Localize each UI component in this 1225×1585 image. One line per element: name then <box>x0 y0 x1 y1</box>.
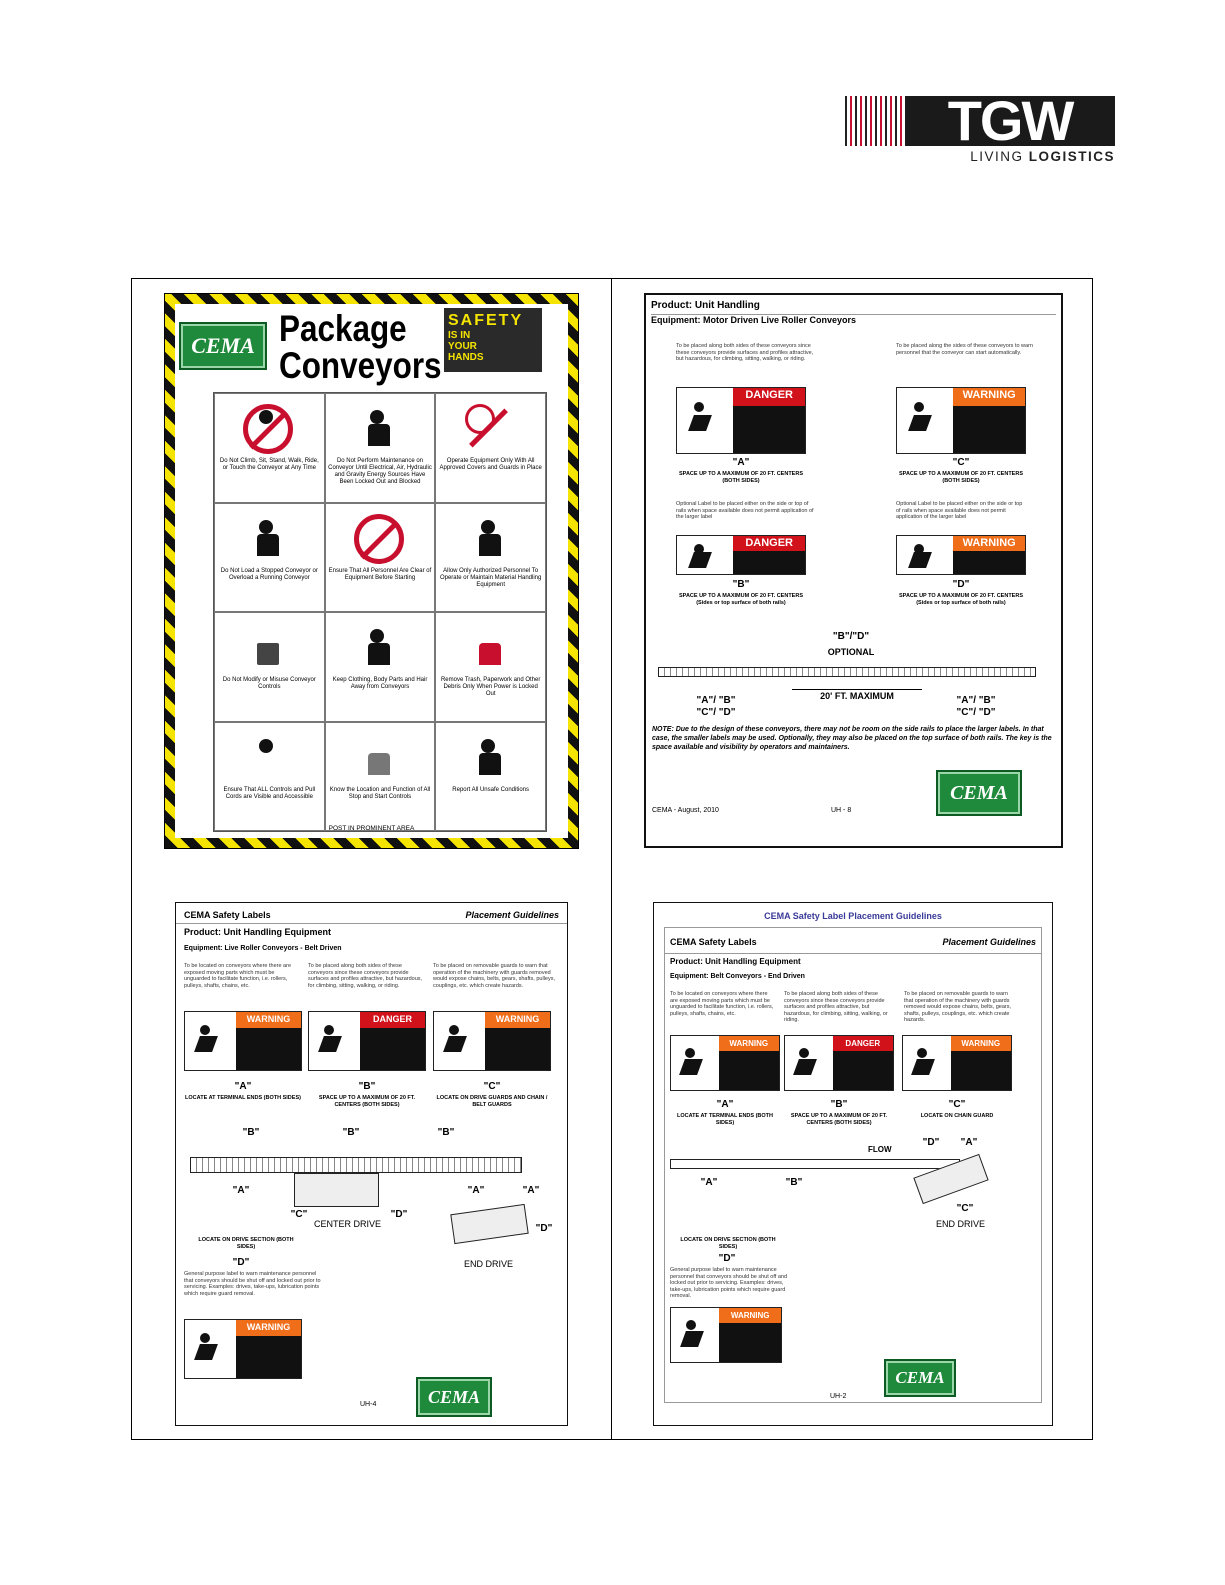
label-d: "D" <box>232 1257 250 1268</box>
optional-text-right: Optional Label to be placed either on the side or top of rails when space available does not permit application of the larger label <box>896 501 1023 520</box>
label-bd: "B"/"D" <box>832 631 870 642</box>
rule-cell: Do Not Perform Maintenance on Conveyor Until Electrical, Air, Hydraulic and Gravity Energy Sources Have Been Locked Out and Blocked <box>325 393 436 503</box>
doc-motor-driven-live-roller <box>644 293 1063 848</box>
poster-footer: POST IN PROMINENT AREA <box>328 825 415 832</box>
conveyor-diagram <box>190 1157 522 1173</box>
doc-product: Product: Unit Handling <box>651 300 1056 315</box>
label-c: "C" <box>952 457 970 468</box>
rule-cell: Allow Only Authorized Personnel To Operate or Maintain Material Handling Equipment <box>435 503 546 613</box>
doc-title-right: Placement Guidelines <box>465 910 559 920</box>
warning-label-c: WARNING <box>433 1011 551 1071</box>
span-arrow <box>792 689 922 690</box>
warning-label-c: WARNING <box>902 1035 1012 1091</box>
doc-product: Product: Unit Handling Equipment <box>670 957 801 966</box>
diagram-label-c: "C" <box>290 1209 308 1220</box>
warning-label-large: WARNING <box>896 387 1026 454</box>
doc-equipment: Equipment: Motor Driven Live Roller Conveyors <box>651 315 857 325</box>
caption-c: LOCATE ON CHAIN GUARD <box>920 1113 994 1119</box>
center-drive-unit <box>294 1173 379 1207</box>
label-ab-right: "A"/ "B" <box>956 695 996 706</box>
doc-footer-page: UH - 8 <box>831 807 852 814</box>
rule-cell: Remove Trash, Paperwork and Other Debris Only When Power is Locked Out <box>435 612 546 722</box>
danger-label-b: DANGER <box>308 1011 426 1071</box>
label-d: "D" <box>952 579 970 590</box>
doc-footer-date: CEMA - August, 2010 <box>652 807 719 814</box>
rule-cell: Do Not Modify or Misuse Conveyor Controls <box>214 612 325 722</box>
label-a: "A" <box>732 457 750 468</box>
rule-cell: Keep Clothing, Body Parts and Hair Away from Conveyors <box>325 612 436 722</box>
rule-cell: Do Not Load a Stopped Conveyor or Overload a Running Conveyor <box>214 503 325 613</box>
doc-equipment: Equipment: Belt Conveyors - End Driven <box>670 973 805 980</box>
label-b: "B" <box>358 1081 376 1092</box>
warning-label-d: WARNING <box>670 1307 782 1363</box>
danger-label-small: DANGER <box>676 535 806 575</box>
caption-c: SPACE UP TO A MAXIMUM OF 20 FT. CENTERS (BOTH SIDES) <box>899 471 1023 484</box>
warning-label-d: WARNING <box>184 1319 302 1379</box>
diagram-label-d1: "D" <box>922 1137 940 1148</box>
center-drive-label: CENTER DRIVE <box>314 1219 382 1229</box>
rule-cell: Report All Unsafe Conditions <box>435 722 546 832</box>
label-b: "B" <box>830 1099 848 1110</box>
cema-logo: CEMA <box>416 1377 492 1417</box>
package-conveyors-poster <box>164 293 579 849</box>
table-divider <box>611 278 612 1440</box>
label-a: "A" <box>234 1081 252 1092</box>
doc-header: CEMA Safety Label Placement Guidelines <box>764 911 942 921</box>
warning-label-a: WARNING <box>670 1035 780 1091</box>
safety-badge: SAFETY IS IN YOUR HANDS <box>444 308 542 372</box>
poster-title: Package Conveyors <box>279 308 442 386</box>
logo-brand: TGW <box>905 96 1115 146</box>
label-cd-right: "C"/ "D" <box>956 707 996 718</box>
doc-text-3: To be placed on removable guards to warn that operation of the machinery with guards removed would expose chains, belts, gears, shafts, pulleys, couplings, etc. which create hazards. <box>433 963 555 989</box>
label-ab-left: "A"/ "B" <box>696 695 736 706</box>
diagram-label-a3: "A" <box>522 1185 540 1196</box>
diagram-label-a1: "A" <box>232 1185 250 1196</box>
diagram-label-b2: "B" <box>342 1127 360 1138</box>
diagram-label-a1: "A" <box>960 1137 978 1148</box>
caption-b: SPACE UP TO A MAXIMUM OF 20 FT. CENTERS (BOTH SIDES) <box>790 1113 888 1126</box>
warning-label-a: WARNING <box>184 1011 302 1071</box>
note-text: NOTE: Due to the design of these conveyors, there may not be room on the side rails to place the larger labels. In that case, the smaller labels may be used. Optionally, they may also be placed on the top surface of both rails. The key is the space available and visibility by operators and maintainers. <box>652 726 1052 751</box>
doc-live-roller-belt-driven <box>175 902 568 1426</box>
rule-cell: Operate Equipment Only With All Approved Covers and Guards in Place <box>435 393 546 503</box>
end-drive-label: END DRIVE <box>464 1259 514 1269</box>
caption-d: LOCATE ON DRIVE SECTION (BOTH SIDES) <box>198 1237 294 1250</box>
safety-rules-grid <box>213 392 547 832</box>
warning-label-small: WARNING <box>896 535 1026 575</box>
logo-tagline: LIVING LOGISTICS <box>970 149 1115 164</box>
doc-title-right: Placement Guidelines <box>942 937 1036 947</box>
rule <box>176 923 567 924</box>
caption-b: SPACE UP TO A MAXIMUM OF 20 FT. CENTERS (BOTH SIDES) <box>318 1095 416 1108</box>
belt-conveyor-diagram <box>670 1159 960 1169</box>
label-c: "C" <box>483 1081 501 1092</box>
label-optional: OPTIONAL <box>827 647 875 657</box>
doc-text-3: To be placed on removable guards to warn that operation of the machinery with guards removed would expose chains, belts, gears, shafts, pulleys, couplings, etc. which create hazards. <box>904 991 1012 1023</box>
optional-text-left: Optional Label to be placed either on the side or top of rails when space available does not permit application of the larger label <box>676 501 814 520</box>
danger-label-large: DANGER <box>676 387 806 454</box>
rule-cell: Know the Location and Function of All Stop and Start Controls <box>325 722 436 832</box>
max-spacing: 20' FT. MAXIMUM <box>820 691 894 701</box>
doc-equipment: Equipment: Live Roller Conveyors - Belt Driven <box>184 945 342 952</box>
doc-text-2: To be placed along both sides of these conveyors since these conveyors provide surfaces and profiles attractive, but hazardous, for climbing, sitting, walking, or riding. <box>784 991 888 1023</box>
doc-text-left: To be placed along both sides of these conveyors since these conveyors provide surfaces and profiles attractive, but hazardous, for climbing, sitting, walking, or riding. <box>676 343 814 362</box>
doc-text-1: To be located on conveyors where there are exposed moving parts which must be unguarded to facilitate function, i.e. rollers, pulleys, shafts, chains, etc. <box>184 963 292 989</box>
end-drive-label: END DRIVE <box>936 1219 986 1229</box>
tgw-logo <box>845 89 1115 168</box>
doc-page: UH-4 <box>360 1401 377 1408</box>
diagram-label-b3: "B" <box>437 1127 455 1138</box>
doc-text-1: To be located on conveyors where there are exposed moving parts which must be unguarded to facilitate function, i.e. rollers, pulleys, shafts, chains, etc. <box>670 991 774 1017</box>
diagram-label-b: "B" <box>785 1177 803 1188</box>
doc-page: UH-2 <box>830 1393 847 1400</box>
cema-logo: CEMA <box>884 1359 956 1397</box>
diagram-label-a2: "A" <box>700 1177 718 1188</box>
end-drive-unit <box>450 1204 528 1244</box>
rule-cell: Ensure That All Personnel Are Clear of Equipment Before Starting <box>325 503 436 613</box>
diagram-label-b1: "B" <box>242 1127 260 1138</box>
diagram-label-c: "C" <box>956 1203 974 1214</box>
caption-a: LOCATE AT TERMINAL ENDS (BOTH SIDES) <box>185 1095 301 1101</box>
cema-logo: CEMA <box>179 322 267 370</box>
rule-cell: Do Not Climb, Sit, Stand, Walk, Ride, or Touch the Conveyor at Any Time <box>214 393 325 503</box>
doc-product: Product: Unit Handling Equipment <box>184 927 331 937</box>
doc-text-4: General purpose label to warn maintenance personnel that conveyors should be shut off and locked out prior to servicing. Examples: drives, take-ups, lubrication points which require guard removal. <box>670 1267 788 1299</box>
diagram-label-d2: "D" <box>535 1223 553 1234</box>
label-c: "C" <box>948 1099 966 1110</box>
doc-title: CEMA Safety Labels <box>670 937 757 947</box>
doc-text-right: To be placed along the sides of these conveyors to warn personnel that the conveyor can start automatically. <box>896 343 1033 356</box>
doc-belt-end-driven <box>653 902 1053 1426</box>
flow-label: FLOW <box>868 1145 892 1154</box>
doc-title: CEMA Safety Labels <box>184 910 271 920</box>
danger-label-b: DANGER <box>784 1035 894 1091</box>
caption-b: SPACE UP TO A MAXIMUM OF 20 FT. CENTERS (Sides or top surface of both rails) <box>679 593 803 606</box>
caption-d: LOCATE ON DRIVE SECTION (BOTH SIDES) <box>680 1237 776 1250</box>
doc-text-2: To be placed along both sides of these conveyors since these conveyors provide surfaces and profiles attractive, but hazardous, for climbing, sitting, walking, or riding. <box>308 963 423 989</box>
rule-cell: Ensure That ALL Controls and Pull Cords are Visible and Accessible <box>214 722 325 832</box>
conveyor-rail-diagram <box>658 667 1036 677</box>
rule <box>664 953 1042 954</box>
diagram-label-a2: "A" <box>467 1185 485 1196</box>
label-b: "B" <box>732 579 750 590</box>
diagram-label-d1: "D" <box>390 1209 408 1220</box>
caption-a: LOCATE AT TERMINAL ENDS (BOTH SIDES) <box>676 1113 774 1126</box>
doc-text-4: General purpose label to warn maintenance personnel that conveyors should be shut off and locked out prior to servicing. Examples: drives, take-ups, lubrication points which require guard removal. <box>184 1271 321 1297</box>
caption-c: LOCATE ON DRIVE GUARDS AND CHAIN / BELT GUARDS <box>436 1095 548 1108</box>
caption-d: SPACE UP TO A MAXIMUM OF 20 FT. CENTERS (Sides or top surface of both rails) <box>899 593 1023 606</box>
label-a: "A" <box>716 1099 734 1110</box>
cema-logo: CEMA <box>936 770 1022 816</box>
label-d: "D" <box>718 1253 736 1264</box>
label-cd-left: "C"/ "D" <box>696 707 736 718</box>
caption-a: SPACE UP TO A MAXIMUM OF 20 FT. CENTERS (BOTH SIDES) <box>679 471 803 484</box>
